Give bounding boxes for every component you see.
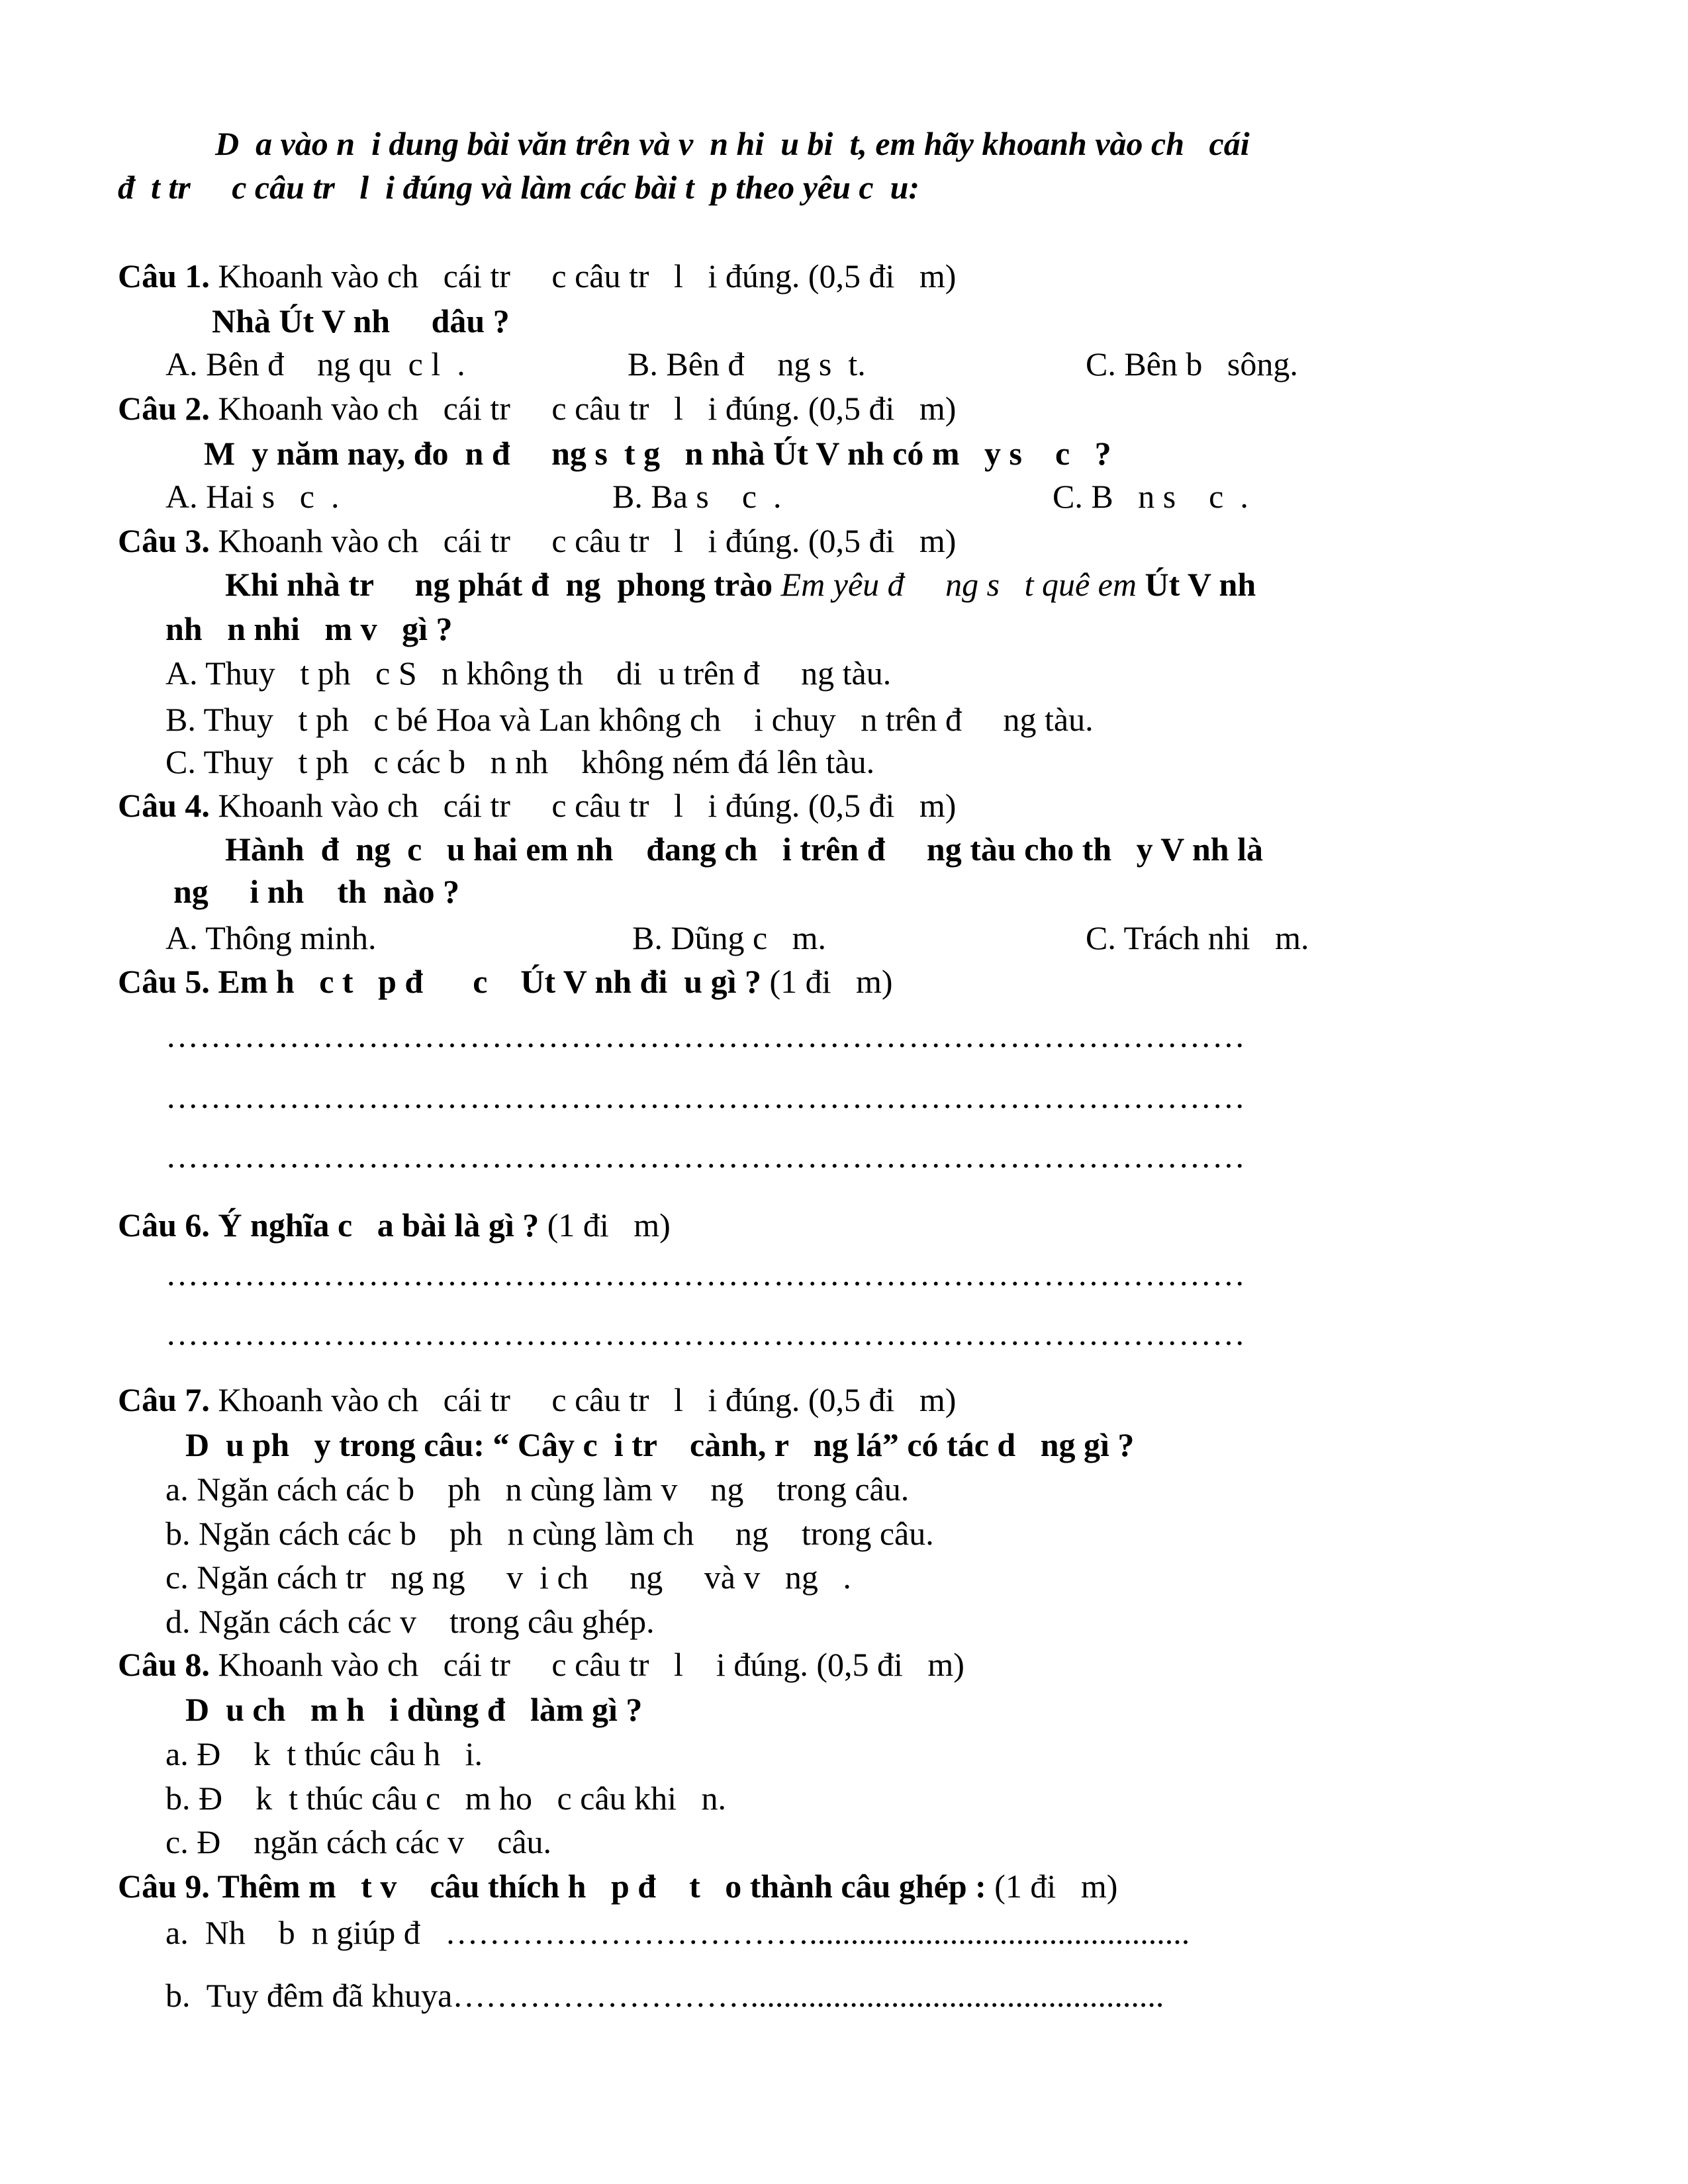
q3-question-line2: nh n nhi m v gì ? (165, 610, 453, 647)
q4-question-line2: ng i nh th nào ? (173, 873, 460, 910)
q4-question-line1: Hành đ ng c u hai em nh đang ch i trên đ ng tàu cho th y V nh là (225, 831, 1263, 868)
q7-option-c[interactable]: c. Ngăn cách tr ng ng v i ch ng và v ng . (165, 1559, 851, 1596)
q7-instruction: Khoanh vào ch cái tr c câu tr l i đúng. (0,5 đi m) (209, 1381, 957, 1418)
q8-option-b[interactable]: b. Đ k t thúc câu c m ho c câu khi n. (165, 1780, 727, 1817)
q4-option-b[interactable]: B. Dũng c m. (632, 919, 827, 956)
q1-option-c[interactable]: C. Bên b sông. (1086, 345, 1298, 383)
q4-option-c[interactable]: C. Trách nhi m. (1086, 919, 1309, 956)
q5-answer-line-1[interactable]: …………………………………………………………………………………… (165, 1017, 1246, 1054)
q8-label: Câu 8. (118, 1646, 210, 1683)
q5-label: Câu 5. (118, 963, 210, 1000)
q3-question-end: Út V nh (1137, 566, 1256, 603)
q3-question-start: Khi nhà tr ng phát đ ng phong trào (225, 566, 781, 603)
q4-label: Câu 4. (118, 787, 210, 824)
q8-question: D u ch m h i dùng đ làm gì ? (185, 1691, 643, 1728)
q4-option-a[interactable]: A. Thông minh. (165, 919, 377, 956)
q8-heading (118, 1648, 964, 1681)
q9-points: (1 đi m) (986, 1868, 1118, 1905)
q9-item-a[interactable]: a. Nh b n giúp đ …………………………….............................................. (165, 1914, 1190, 1951)
q7-question: D u ph y trong câu: “ Cây c i tr cành, r ng lá” có tác d ng gì ? (185, 1426, 1135, 1463)
q2-label: Câu 2. (118, 390, 210, 427)
q9-label: Câu 9. (118, 1868, 210, 1905)
q5-answer-line-2[interactable]: …………………………………………………………………………………… (165, 1078, 1246, 1115)
q1-option-a[interactable]: A. Bên đ ng qu c l . (165, 345, 465, 383)
q5-heading (118, 965, 893, 998)
q8-option-c[interactable]: c. Đ ngăn cách các v câu. (165, 1823, 552, 1860)
q5-answer-line-3[interactable]: …………………………………………………………………………………… (165, 1138, 1246, 1175)
q2-question: M y năm nay, đo n đ ng s t g n nhà Út V nh có m y s c ? (204, 435, 1111, 472)
q3-option-c[interactable]: C. Thuy t ph c các b n nh không ném đá lên tàu. (165, 743, 875, 780)
q7-option-b[interactable]: b. Ngăn cách các b ph n cùng làm ch ng trong câu. (165, 1515, 934, 1552)
q1-heading (118, 259, 956, 293)
q5-points: (1 đi m) (761, 963, 893, 1000)
q9-question: Thêm m t v câu thích h p đ t o thành câu ghép : (209, 1868, 986, 1905)
q2-option-c[interactable]: C. B n s c . (1053, 478, 1248, 515)
q6-label: Câu 6. (118, 1206, 210, 1244)
q7-option-d[interactable]: d. Ngăn cách các v trong câu ghép. (165, 1603, 655, 1640)
q2-heading (118, 392, 956, 425)
intro-line-1: D a vào n i dung bài văn trên và v n hi u bi t, em hãy khoanh vào ch cái (215, 125, 1250, 162)
q9-heading (118, 1870, 1117, 1903)
q1-question: Nhà Út V nh dâu ? (212, 302, 510, 340)
q2-instruction: Khoanh vào ch cái tr c câu tr l i đúng. (0,5 đi m) (209, 390, 957, 427)
q6-question: Ý nghĩa c a bài là gì ? (209, 1206, 539, 1244)
q1-option-b[interactable]: B. Bên đ ng s t. (628, 345, 866, 383)
q8-instruction: Khoanh vào ch cái tr c câu tr l i đúng. (0,5 đi m) (209, 1646, 964, 1683)
q3-heading (118, 524, 956, 557)
q6-answer-line-1[interactable]: …………………………………………………………………………………… (165, 1255, 1246, 1293)
q6-points: (1 đi m) (539, 1206, 671, 1244)
q7-option-a[interactable]: a. Ngăn cách các b ph n cùng làm v ng trong câu. (165, 1471, 910, 1508)
q9-item-b[interactable]: b. Tuy đêm đã khuya……………………….................................................. (165, 1977, 1164, 2014)
q6-heading (118, 1208, 671, 1242)
q1-label: Câu 1. (118, 257, 210, 295)
q3-instruction: Khoanh vào ch cái tr c câu tr l i đúng. (0,5 đi m) (209, 522, 957, 559)
q8-option-a[interactable]: a. Đ k t thúc câu h i. (165, 1735, 483, 1772)
q3-question-line1 (225, 568, 1256, 601)
q4-heading (118, 789, 956, 822)
q7-heading (118, 1383, 956, 1416)
q2-option-a[interactable]: A. Hai s c . (165, 478, 340, 515)
q3-option-b[interactable]: B. Thuy t ph c bé Hoa và Lan không ch i chuy n trên đ ng tàu. (165, 701, 1094, 738)
q4-instruction: Khoanh vào ch cái tr c câu tr l i đúng. (0,5 đi m) (209, 787, 957, 824)
q3-option-a[interactable]: A. Thuy t ph c S n không th di u trên đ ng tàu. (165, 655, 892, 692)
q3-label: Câu 3. (118, 522, 210, 559)
q7-label: Câu 7. (118, 1381, 210, 1418)
q6-answer-line-2[interactable]: …………………………………………………………………………………… (165, 1315, 1246, 1352)
q1-instruction: Khoanh vào ch cái tr c câu tr l i đúng. (0,5 đi m) (209, 257, 957, 295)
q5-question: Em h c t p đ c Út V nh đi u gì ? (209, 963, 761, 1000)
intro-line-2: đ t tr c câu tr l i đúng và làm các bài t p theo yêu c u: (118, 169, 920, 206)
q2-option-b[interactable]: B. Ba s c . (612, 478, 782, 515)
q3-movement-name: Em yêu đ ng s t quê em (780, 566, 1137, 603)
